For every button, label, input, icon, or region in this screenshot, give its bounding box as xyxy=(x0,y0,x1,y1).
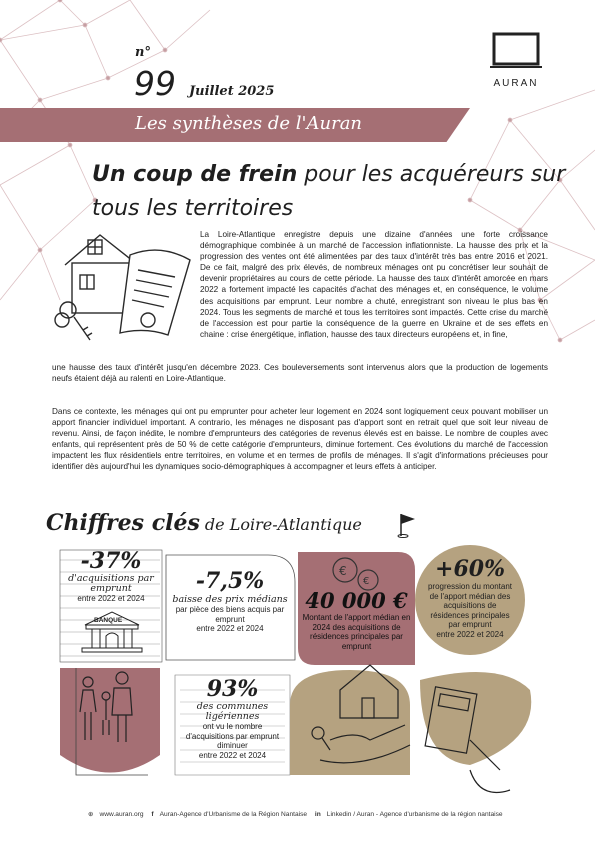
kf5-label: des communes ligériennes xyxy=(196,701,269,722)
footer xyxy=(88,810,509,818)
kf1-value: -37% xyxy=(80,548,142,574)
kf4-detail: progression du montant de l'apport médian des acquisitions de résidences principales par emprunt xyxy=(427,582,513,629)
key-figure-progression xyxy=(425,556,515,639)
linkedin-link[interactable]: Linkedin / Auran - Agence d'urbanisme de la région nantaise xyxy=(326,811,503,818)
page-title-rest: pour les acquéreurs sur xyxy=(297,162,566,187)
facebook-link[interactable]: Auran-Agence d'Urbanisme de la Région Nantaise xyxy=(159,811,308,818)
page-title-line2: tous les territoires xyxy=(92,196,294,221)
kf1-label: d'acquisitions par emprunt xyxy=(68,573,154,594)
bank-label: BANQUE xyxy=(94,617,123,624)
kf5-period: entre 2022 et 2024 xyxy=(198,750,267,760)
page-title-bold: Un coup de frein xyxy=(92,162,298,187)
key-figure-apport xyxy=(298,588,415,651)
key-figure-prices xyxy=(168,568,292,634)
kf2-label: baisse des prix médians xyxy=(172,594,288,605)
key-figure-acquisitions xyxy=(60,548,162,604)
kf5-value: 93% xyxy=(206,676,259,702)
context-paragraph: Dans ce contexte, les ménages qui ont pu emprunter pour acheter leur logement en 2024 sont logiquement ceux pouvant mobiliser un apport financier individuel important. A contrario, les ménages ne disposant pas d'apport sont en retrait quel que soit leur niveau de revenu. Ainsi, de façon inédite, le nombre d'emprunteurs des catégories de revenus élevés est en baisse. Le nombre de couples avec enfants, qui représentent près de 50 % de cette catégorie d'emprunteurs, diminue fortement. Ces évolutions du marché de l'accession impactent les flux résidentiels entre territoires, en volume et en termes de profils de ménages. Il s'agit d'informations précieuses pour identifier dès aujourd'hui les dynamiques socio-démographiques à accompagner et leurs effets à anticiper. xyxy=(52,407,548,472)
key-figures-title: Chiffres clés xyxy=(46,510,200,536)
svg-text:€: € xyxy=(363,576,370,587)
logo-text: AURAN xyxy=(493,78,539,89)
kf2-period: entre 2022 et 2024 xyxy=(196,624,264,633)
house-document-illustration xyxy=(50,225,200,360)
key-figures-subtitle: de Loire-Atlantique xyxy=(199,515,362,534)
linkedin-icon: in xyxy=(314,811,321,818)
kf4-period: entre 2022 et 2024 xyxy=(436,629,504,639)
kf3-value: 40 000 € xyxy=(305,588,408,613)
website-link[interactable]: www.auran.org xyxy=(99,811,144,818)
page-title-line1 xyxy=(92,162,565,187)
key-figure-communes xyxy=(180,676,285,760)
kf2-value: -7,5% xyxy=(195,568,265,594)
kf5-detail: ont vu le nombre d'acquisitions par emprunt diminuer xyxy=(185,722,280,750)
issue-label: n° xyxy=(135,45,151,60)
kf4-value: +60% xyxy=(435,556,505,582)
globe-icon: ⊕ xyxy=(88,811,94,818)
kf1-period: entre 2022 et 2024 xyxy=(77,594,145,603)
flag-icon xyxy=(397,512,417,538)
intro-paragraph: La Loire-Atlantique enregistre depuis une dizaine d'années une forte croissance démographique combinée à un marché de l'accession inflationniste. La hausse des prix et la progression des ventes ont été alimentées par des taux d'intérêt très bas entre 2016 et 2021. De ce fait, malgré des prix élevés, de nombreux ménages ont pu concrétiser leur souhait de devenir propriétaires au cours de cette période. La hausse des taux d'intérêt amorcée en mars 2022 a fortement impacté les capacités d'achat des ménages et, en conséquence, le volume des acquisitions par emprunt. Leur nombre a chuté, enregistrant son niveau le plus bas en 2024. Tous les segments de marché et tous les territoires sont impactés. Cette crise du marché de l'accession est pour partie la conséquence de la guerre en Ukraine et de ses effets en chaine : crise énergétique, inflation, hausse des taux directeurs européens et, in fine, xyxy=(200,230,548,339)
issue-date: Juillet 2025 xyxy=(189,84,275,99)
intro-paragraph-end: une hausse des taux d'intérêt jusqu'en décembre 2023. Ces bouleversements sont intervenus alors que la production de logements neufs étaient déjà au ralenti en Loire-Atlantique. xyxy=(52,363,548,384)
facebook-icon: f xyxy=(151,811,154,818)
series-title: Les synthèses de l'Auran xyxy=(135,113,363,134)
svg-text:€: € xyxy=(339,564,347,578)
key-figures-heading xyxy=(46,510,362,536)
kf2-detail: par pièce des biens acquis par emprunt xyxy=(175,605,285,624)
kf3-detail: Montant de l'apport médian en 2024 des acquisitions de résidences principales par emprunt xyxy=(302,613,411,651)
issue-number: 99 xyxy=(134,64,176,103)
